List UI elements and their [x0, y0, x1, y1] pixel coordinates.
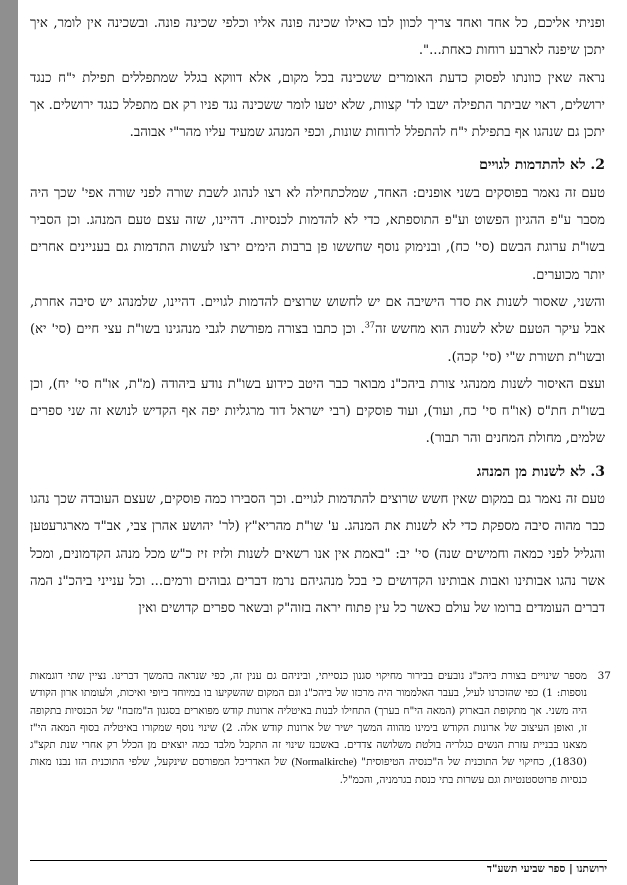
- section-heading-2: 2. לא להתדמות לגויים: [479, 157, 605, 174]
- footnote-ref-37[interactable]: 37: [364, 320, 375, 330]
- section-heading-3: 3. לא לשנות מן המנהג: [476, 463, 605, 480]
- paragraph-2: נראה שאין כוונתו לפסוק כדעת האומרים ששכינה בכל מקום, אלא דווקא בגלל שמתפללים תפילת י"ח כנגד ירושלים, ראוי שביתר התפילה ישבו לד' קצוות, שלא יטעו לומר ששכינה נגד פניו רק אם מתפלל כנגד ירושלים. אך יתכן גם שנהגו אף בתפילת י"ח להתפלל לרוחות שונות, וכפי המנהג שמעיד עליו מהר"י אבוהב.: [30, 70, 605, 141]
- page-footer: ירושתנו | ספר שביעי תשע"ד: [30, 860, 607, 875]
- footnote-text: [30, 668, 587, 789]
- paragraph-4-part-a: והשני, שאסור לשנות את סדר הישיבה אם יש לחשוש שרוצים להדמות לגויים. דהיינו, שלמנהג יש סיבה אחרת, אבל עיקר הטעם שלא לשנות הוא מחשש זה: [30, 294, 606, 338]
- paragraph-1: ופניתי אליכם, כל אחד ואחד צריך לכוון לבו כאילו שכינה פונה אליו וכלפי שכינה פונה. ובשכינה אין לומר, איך יתכן שיפנה לארבע רוחות כאחת...".: [30, 16, 605, 59]
- page-edge-bar: [0, 0, 18, 885]
- footnotes-area: [30, 668, 611, 789]
- page-body: [30, 10, 605, 623]
- footnote-number: 37: [597, 670, 611, 682]
- footnote-text-a: מספר שינויים בצורת ביהכ"נ נובעים בבירור מחיקוי סגנון כנסייתי, וביניהם גם ענין זה, כפי שנראה בהמשך דברינו. נציין שתי דוגמאות נוספות: 1) כפי שהזכרנו לעיל, בעבר האלממור היה מרכזו של ביהכ"נ וגם המקום שהשקיעו בו במיוחד ביופי ואיכות, ולעומתו ארון הקודש היה משני. אך מתקופת הבארוק (המאה הי"ח בערך) התחילו לבנות באיטליה ארונות קודש מפוארים בסגנון ה"מזבח" של הכנסיות בתקופה זו, ואופן העיצוב של ארונות הקודש בימינו מהווה המשך ישיר של ארונות קודש אלה. 2) שינוי נוסף שמקורו באיטליה בסוף המאה הי"ז מצאנו בבניית עזרת הנשים כגלריה בולטת משלושה צדדים. באשכנז שינוי זה התקבל מלבד כמה יוצאים מן הכלל רק אחרי שנת תקצ"ג (1830), כחיקוי של התוכנית של ה"כנסיה הטיפוסית": [30, 670, 587, 769]
- footnote-latin-term: (Normalkirche): [291, 757, 357, 769]
- paragraph-6: טעם זה נאמר גם במקום שאין חשש שרוצים להתדמות לגויים. וכך הסבירו כמה פוסקים, שעצם העובדה שכך נהגו כבר מהוה סיבה מספקת כדי לא לשנות את המנהג. ע' שו"ת מהריא"ץ (לר' יהושע אהרן צבי, אב"ד מארגרעטען והגליל לפני כמאה וחמישים שנה) סי' יב: "באמת אין אנו רשאים לשנות ולזיז זיז כ"ש מכל מנהג הקדמונים, ומכל אשר נהגו אבותינו ואבות אבותינו הקדושים כי בכל מנהגיהם נרמז דברים גבוהים ורמים... וכל ענייני ביהכ"נ המה דברים העומדים ברומו של עולם כאשר כל עין פתוח יראה בזוה"ק ובשאר ספרים קדושים ואין: [30, 492, 605, 617]
- paragraph-5: ועצם האיסור לשנות ממנהגי צורת ביהכ"נ מבואר כבר היטב כידוע בשו"ת נודע ביהודה (מ"ת, או"ח סי' יח), וכן בשו"ת חת"ס (או"ח סי' כח, ועוד), ועוד פוסקים (רבי ישראל דוד מרגליות יפה אף הקדיש לנושא זה שני ספרים שלמים, מחולת המחנים והר תבור).: [30, 376, 605, 447]
- footnote-text-b: של האדריכל המפורסם שינקעל, שלפי התוכנית הזו נבנו מאות כנסיות פרוטסטנטיות וגם עשרות בתי כנסת בגרמניה, והכמ"ל.: [30, 756, 587, 786]
- paragraph-3: טעם זה נאמר בפוסקים בשני אופנים: האחד, שמלכתחילה לא רצו לנהוג לשבת שורה לפני שורה אפי' שכך היה מסבר ע"פ ההגיון הפשוט וע"פ התוספתא, כדי לא להדמות לכנסיות. דהיינו, שזה עצם טעם המנהג. וכן הסביר בשו"ת ערוגת הבשם (סי' כח), ובנימוק נוסף שחששו פן ברבות הימים ירצו לעשות התדמות גם בעניינים אחרים יותר מכוערים.: [30, 185, 605, 283]
- paragraph-4-part-b: . וכן כתבו בצורה מפורשת לגבי מנהגינו בשו"ת עצי חיים (סי' יא) ובשו"ת תשורת ש"י (סי' קכה).: [30, 322, 605, 365]
- paragraph-4: [30, 289, 605, 371]
